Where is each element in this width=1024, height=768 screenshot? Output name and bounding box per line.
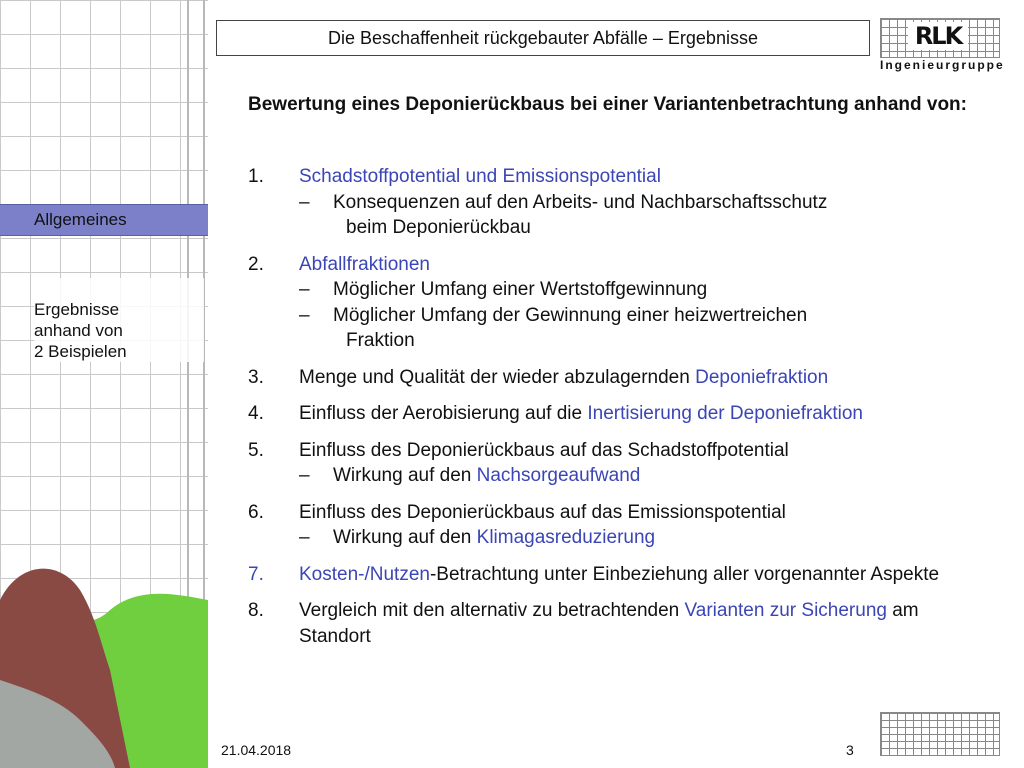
company-logo — [880, 18, 1005, 78]
list-item — [248, 562, 988, 588]
item-number: 8. — [248, 600, 264, 621]
sub-item-text — [333, 525, 988, 551]
item-number: 1. — [248, 166, 264, 187]
highlight-text: Kosten-/Nutzen — [299, 563, 430, 585]
page-number: 3 — [846, 742, 854, 758]
sub-item-continuation: Fraktion — [346, 330, 415, 351]
list-item — [248, 164, 988, 241]
text-segment: Wirkung auf den — [333, 527, 477, 548]
sidebar-panel — [0, 0, 208, 768]
text-segment: -Betrachtung unter Einbeziehung aller vorgenannter Aspekte — [429, 563, 940, 585]
dash-icon: – — [299, 279, 310, 300]
text-segment: Wirkung auf den — [333, 465, 477, 486]
sub-item-text — [333, 190, 988, 216]
text-segment: Konsequenzen auf den Arbeits- und Nachbarschaftsschutz — [333, 191, 828, 213]
sub-item — [299, 463, 988, 489]
item-number: 5. — [248, 439, 264, 461]
slide-title-text: Die Beschaffenheit rückgebauter Abfälle – Ergebnisse — [328, 27, 758, 48]
text-segment: Menge und Qualität der wieder abzulagernden — [299, 366, 696, 388]
list-item — [248, 598, 988, 649]
item-number: 6. — [248, 501, 264, 523]
item-number: 2. — [248, 253, 264, 275]
highlight-text: Schadstoffpotential und Emissionspotential — [299, 166, 661, 187]
sidebar-item-label: Allgemeines — [34, 210, 127, 229]
list-item — [248, 365, 988, 391]
dash-icon: – — [299, 304, 310, 326]
slide-title — [216, 20, 870, 56]
item-text — [299, 500, 988, 526]
sidebar-item-allgemeines[interactable] — [0, 204, 208, 236]
item-number: 3. — [248, 366, 264, 388]
item-text — [299, 164, 988, 190]
sub-item-text — [333, 303, 988, 329]
item-text — [299, 365, 988, 391]
dash-icon: – — [299, 527, 310, 548]
logo-mark: RLK — [908, 22, 968, 50]
dash-icon: – — [299, 191, 310, 213]
sub-item — [299, 525, 988, 551]
highlight-text: Abfallfraktionen — [299, 253, 430, 275]
dash-icon: – — [299, 465, 310, 486]
sub-item — [299, 303, 988, 354]
item-text — [299, 438, 988, 464]
sub-item-text — [333, 463, 988, 489]
item-text — [299, 252, 988, 278]
item-number: 7. — [248, 563, 264, 585]
sub-item — [299, 277, 988, 303]
item-text — [299, 562, 988, 588]
text-segment: Einfluss des Deponierückbaus auf das Schadstoffpotential — [299, 439, 789, 461]
content-heading: Bewertung eines Deponierückbaus bei einer Variantenbetrachtung anhand von: — [248, 94, 967, 115]
list-item — [248, 500, 988, 551]
text-segment: Einfluss der Aerobisierung auf die — [299, 403, 588, 424]
sidebar-item-label: Ergebnisse anhand von 2 Beispielen — [34, 300, 127, 361]
highlight-text: Inertisierung der Deponiefraktion — [587, 403, 864, 424]
highlight-text: Varianten zur Sicherung — [684, 600, 887, 621]
highlight-text: Nachsorgeaufwand — [476, 465, 641, 486]
text-segment: Möglicher Umfang der Gewinnung einer heizwertreichen — [333, 304, 808, 326]
text-segment: am Standort — [299, 600, 919, 647]
item-number: 4. — [248, 403, 264, 424]
sub-item-text — [333, 277, 988, 303]
sub-item-continuation: beim Deponierückbau — [346, 217, 531, 238]
content-list — [248, 164, 988, 660]
list-item — [248, 252, 988, 354]
landscape-graphic — [0, 0, 208, 768]
item-text — [299, 598, 988, 649]
text-segment: Vergleich mit den alternativ zu betrachtenden — [299, 600, 685, 621]
sidebar-item-ergebnisse[interactable] — [34, 278, 204, 362]
footer-date: 21.04.2018 — [221, 742, 292, 758]
highlight-text: Deponiefraktion — [695, 366, 829, 388]
logo-subtitle: Ingenieurgruppe — [880, 58, 1005, 72]
list-item — [248, 401, 988, 427]
item-text — [299, 401, 988, 427]
text-segment: Möglicher Umfang einer Wertstoffgewinnung — [333, 279, 708, 300]
text-segment: Einfluss des Deponierückbaus auf das Emissionspotential — [299, 501, 786, 523]
sub-item — [299, 190, 988, 241]
footer-grid — [880, 712, 1000, 756]
list-item — [248, 438, 988, 489]
highlight-text: Klimagasreduzierung — [476, 527, 656, 548]
